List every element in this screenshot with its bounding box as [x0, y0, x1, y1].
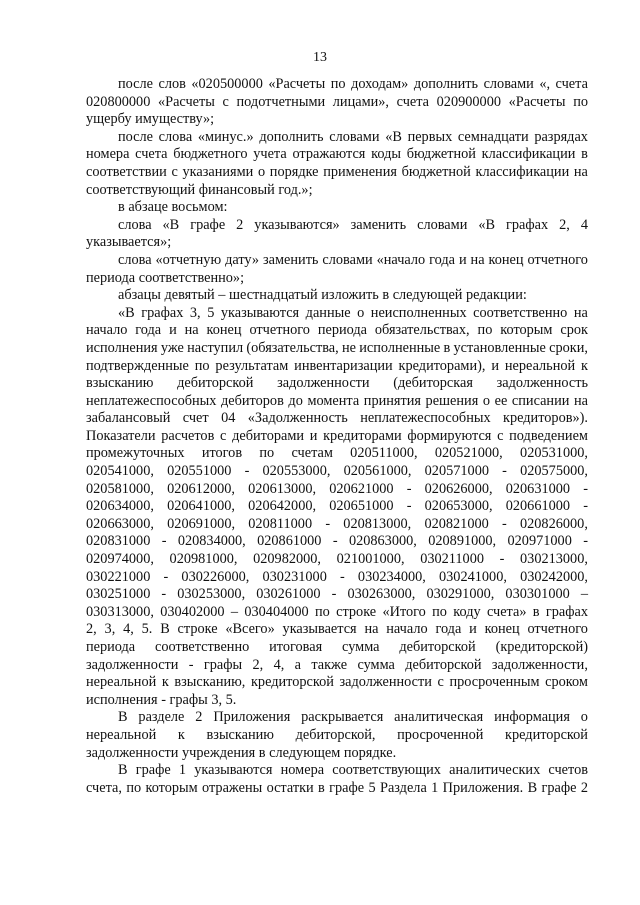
text-line: задолженности учреждения в следующем порядке. [86, 744, 397, 761]
text-line: В графе 1 указываются номера соответствующих аналитических счетов [118, 762, 588, 779]
page-number: 13 [313, 50, 327, 65]
text-line: соответствующий финансовый год.»; [86, 181, 313, 198]
text-line: 020581000, 020612000, 020613000, 020621000 - 020626000, 020631000 - [86, 480, 588, 497]
text-line: соответствии с указаниями о порядке применения бюджетной классификации на [86, 163, 588, 180]
text-line: промежуточных итогов по счетам 020511000, 020521000, 020531000, [86, 445, 588, 462]
text-line: «В графах 3, 5 указываются данные о неисполненных соответственно на [118, 304, 588, 321]
text-line: В разделе 2 Приложения раскрывается аналитическая информация о [118, 709, 588, 726]
text-line: нереальной к взысканию, кредиторской задолженности с просроченным сроком [86, 674, 588, 691]
text-line: исполнения уже наступил (обязательства, не исполненные в установленные сроки, [86, 339, 588, 356]
text-line: ущербу имуществу»; [86, 111, 215, 128]
text-line: подтвержденные по результатам инвентаризации кредиторами), и нереальной к [86, 357, 588, 374]
text-line: 030251000 - 030253000, 030261000 - 030263000, 030291000, 030301000 – [86, 586, 588, 603]
text-line: 020634000, 020641000, 020642000, 020651000 - 020653000, 020661000 - [86, 498, 588, 515]
text-line: указывается»; [86, 234, 172, 251]
text-line: 020541000, 020551000 - 020553000, 020561000, 020571000 - 020575000, [86, 463, 588, 480]
text-line: задолженности - графы 2, 4, а также сумма дебиторской задолженности, [86, 656, 588, 673]
text-line: забалансовый счет 04 «Задолженность неплатежеспособных кредиторов»). [86, 410, 588, 427]
text-line: периода соответственно итоговая сумма дебиторской (кредиторской) [86, 639, 588, 655]
text-line: 020974000, 020981000, 020982000, 021001000, 030211000 - 030213000, [86, 551, 588, 568]
text-line: счета, по которым отражены остатки в графе 5 Раздела 1 Приложения. В графе 2 [86, 779, 588, 796]
text-line: слова «В графе 2 указываются» заменить словами «В графах 2, 4 [118, 216, 588, 233]
text-line: после слов «020500000 «Расчеты по доходам» дополнить словами «, счета [118, 76, 588, 92]
text-line: 020663000, 020691000, 020811000 - 020813000, 020821000 - 020826000, [86, 515, 588, 532]
text-line: номера счета бюджетного учета отражаются коды бюджетной классификации в [86, 146, 588, 163]
text-line: исполнения - графы 3, 5. [86, 691, 237, 708]
text-line: неплатежеспособных дебиторов до момента принятия решения о ее списании на [86, 392, 588, 409]
text-line: взысканию дебиторской задолженности (дебиторская задолженность [86, 375, 588, 392]
text-line: абзацы девятый – шестнадцатый изложить в следующей редакции: [118, 287, 527, 304]
text-line: в абзаце восьмом: [118, 199, 228, 216]
text-line: 030221000 - 030226000, 030231000 - 030234000, 030241000, 030242000, [86, 568, 588, 585]
text-line: 030313000, 030402000 – 030404000 по строке «Итого по коду счета» в графах [86, 603, 588, 620]
text-line: периода соответственно»; [86, 269, 245, 286]
text-line: нереальной к взысканию дебиторской, просроченной кредиторской [86, 726, 588, 743]
text-line: после слова «минус.» дополнить словами «В первых семнадцати разрядах [118, 128, 588, 145]
text-line: начало года и на конец отчетного периода обязательствах, по которым срок [86, 322, 588, 339]
text-line: 020831000 - 020834000, 020861000 - 020863000, 020891000, 020971000 - [86, 533, 588, 550]
text-line: 020800000 «Расчеты с подотчетными лицами», счета 020900000 «Расчеты по [86, 93, 588, 110]
document-body [86, 76, 588, 797]
text-line: слова «отчетную дату» заменить словами «начало года и на конец отчетного [118, 251, 588, 268]
text-line: 2, 3, 4, 5. В строке «Всего» указывается на начало года и конец отчетного [86, 621, 588, 638]
text-line: Показатели расчетов с дебиторами и кредиторами формируются с подведением [86, 427, 588, 444]
